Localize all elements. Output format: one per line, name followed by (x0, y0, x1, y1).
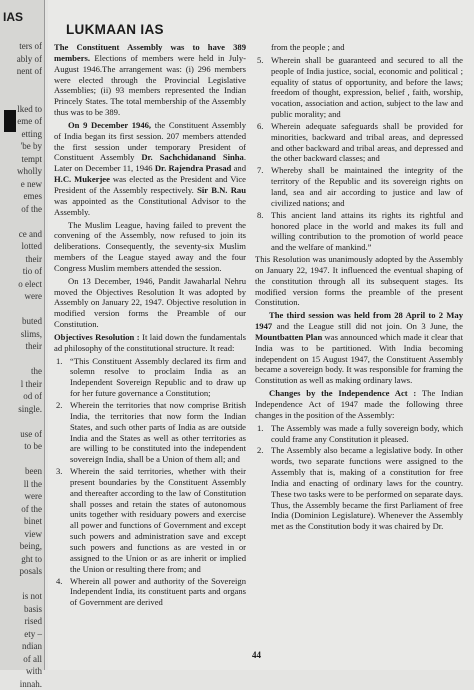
previous-page-line: etting (2, 128, 42, 141)
previous-page-strip (0, 0, 45, 670)
changes-lead: Changes by the Independence Act : (269, 388, 416, 398)
item-number: 4. (56, 576, 62, 587)
previous-page-line: ght to (2, 553, 42, 566)
first-session-text: the Constituent Assembly of India began its first session. 207 members attended the first session under temporary President of Constituent Assembly (54, 120, 246, 163)
item-text: Wherein adequate safeguards shall be provided for minorities, backward and tribal areas, and depressed and other backward and tribal areas, and depressed and the other backward classes; and (271, 121, 463, 164)
item-text: Wherein the said territories, whether with their present boundaries by the Constituent Assembly and thereafter according to the law of Constitution shall posses and retain the states of autonomous units together with residuary powers and exercise all power and functions of Government and except such powers and administration save and except such powers and functions as are vested in or assigned to the Union or as are inherit or implied the Union or resulting there from; and (70, 466, 246, 574)
paragraph-changes (255, 388, 463, 421)
name-rau: Sir B.N. Rau (197, 185, 246, 195)
previous-page-line: o elect (2, 278, 42, 291)
previous-page-line: of the (2, 203, 42, 216)
list-item (54, 400, 246, 465)
mountbatten-plan: Mountbatten Plan (255, 332, 322, 342)
first-session-text-2: . Later on December 11, 1946 (54, 152, 246, 173)
previous-page-line: nent of (2, 65, 42, 78)
previous-page-line: wholly (2, 165, 42, 178)
previous-page-title: IAS (3, 10, 23, 24)
previous-page-line: single. (2, 403, 42, 416)
item-number: 5. (257, 55, 263, 66)
item-text: Wherein all power and authority of the Sovereign Independent India, its constituent parts and organs of Government are derived (70, 576, 246, 608)
paragraph-objectives (54, 332, 246, 354)
previous-page-line (2, 90, 42, 103)
right-column (255, 42, 463, 533)
third-session-text: and the League still did not join. On 3 June, the (272, 321, 463, 331)
previous-page-line (2, 215, 42, 228)
item-number: 7. (257, 165, 263, 176)
list-item (255, 445, 463, 532)
previous-page-line (2, 303, 42, 316)
left-column (54, 42, 246, 609)
previous-page-line: ll the (2, 478, 42, 491)
item-text: Wherein shall be guaranteed and secured to all the people of India justice, social, economic and political ; equality of status of opportunity, and before the laws; freedom of thought, expression, belief , faith, worship, vocation, association and action, subject to the law and public morality; and (271, 55, 463, 119)
previous-page-line: is not (2, 590, 42, 603)
list-item (255, 423, 463, 445)
changes-list (255, 423, 463, 532)
name-prasad: Dr. Rajendra Prasad (155, 163, 232, 173)
previous-page-line: emes (2, 190, 42, 203)
previous-page-line: of the (2, 503, 42, 516)
previous-page-line: ably of (2, 53, 42, 66)
continuation-line: from the people ; and (255, 42, 463, 53)
list-item (54, 356, 246, 399)
objectives-list-right (255, 55, 463, 253)
previous-page-line: the (2, 365, 42, 378)
previous-page-line: e new (2, 178, 42, 191)
previous-page-line (2, 453, 42, 466)
brand-title: LUKMAAN IAS (66, 22, 164, 37)
item-number: 2. (56, 400, 62, 411)
item-text: The Assembly was made a fully sovereign body, which could frame any Constitution it pleased. (271, 423, 463, 444)
first-session-text-4: was elected as the President and Vice President of the Assembly respectively. (54, 174, 246, 195)
previous-page-line: been (2, 465, 42, 478)
list-item (255, 165, 463, 208)
item-text: This ancient land attains its rights its rightful and honored place in the world and makes its full and willing contribution to the promotion of world peace and the welfare of mankind.” (271, 210, 463, 253)
previous-page-line: ce and (2, 228, 42, 241)
list-item (54, 466, 246, 574)
objectives-list-left (54, 356, 246, 608)
previous-page-line: od of (2, 390, 42, 403)
changes-text: The Indian Independence Act of 1947 made the following three changes in the position of the Assembly: (255, 388, 463, 420)
item-number: 1. (56, 356, 62, 367)
name-mukerjee: H.C. Mukerjee (54, 174, 110, 184)
third-session-text-2: was announced which made it clear that India was to be partitioned. With India becoming independent on 15 August 1947, the Constituent Assembly became a sovereign body. It was responsible for framing the Constitution as well as making ordinary laws. (255, 332, 463, 385)
first-session-text-3: and (231, 163, 246, 173)
previous-page-line (2, 353, 42, 366)
list-item (255, 210, 463, 253)
paragraph-third-session (255, 310, 463, 386)
first-session-date: On 9 December 1946, (68, 120, 151, 130)
previous-page-line: their (2, 340, 42, 353)
previous-page-line: tio of (2, 265, 42, 278)
item-number: 8. (257, 210, 263, 221)
previous-page-line: use of (2, 428, 42, 441)
previous-page-line: were (2, 490, 42, 503)
previous-page-line (2, 78, 42, 91)
previous-page-line (2, 415, 42, 428)
previous-page-line: to be (2, 440, 42, 453)
previous-page-line: tempt (2, 153, 42, 166)
paragraph-membership (54, 42, 246, 118)
item-number: 6. (257, 121, 263, 132)
item-text: “This Constituent Assembly declared its firm and solemn resolve to proclaim India as an Independent Sovereign Republic and to draw up for her future governance a Constitution; (70, 356, 246, 399)
previous-page-line: binet (2, 515, 42, 528)
item-number: 2. (257, 445, 263, 456)
previous-page-line: innah. (2, 678, 42, 690)
previous-page-line: with (2, 665, 42, 678)
previous-page-line: eme of (2, 115, 42, 128)
previous-page-line: lotted (2, 240, 42, 253)
previous-page-line: buted (2, 315, 42, 328)
previous-page-line: of all (2, 653, 42, 666)
list-item (255, 121, 463, 164)
item-number: 1. (257, 423, 263, 434)
objectives-lead: Objectives Resolution : (54, 332, 140, 342)
previous-page-line: 'be by (2, 140, 42, 153)
paragraph-nehru: On 13 December, 1946, Pandit Jawaharlal Nehru moved the Objectives Resolution It was adopted by Assembly on January 22, 1947. Objective resolution in modified version forms the Preamble of our Constitution. (54, 276, 246, 330)
paragraph-first-session (54, 120, 246, 218)
paragraph-muslim-league: The Muslim League, having failed to prevent the convening of the Assembly, now refused to join its deliberations. Consequently, the seventy-six Muslim members of the League stayed away and the four Congress Muslim members attended the session. (54, 220, 246, 274)
previous-page-line: basis (2, 603, 42, 616)
previous-page-line: posals (2, 565, 42, 578)
membership-lead: The Constituent Assembly was to have 389 members. (54, 42, 246, 63)
previous-page-line: ndian (2, 640, 42, 653)
list-item (255, 55, 463, 120)
previous-page-line: were (2, 290, 42, 303)
objectives-text: It laid down the fundamentals ad philosophy of the constitutional structure. It read: (54, 332, 246, 353)
item-text: The Assembly also became a legislative body. In other words, two separate functions were assigned to the Assembly that is, making of a constitution for free India and enacting of ordinary laws for the country. These two tasks were to be performed on separate days. Thus, the Assembly became the first Parliament of free India (Dominion Legislature). Whenever the Assembly met as the Constitution body it was chaired by Dr. (271, 445, 463, 531)
previous-page-line: rised (2, 615, 42, 628)
third-session-lead: The third session was held from 28 April to 2 May 1947 (255, 310, 463, 331)
previous-page-line: their (2, 253, 42, 266)
paragraph-resolution-adopted: This Resolution was unanimously adopted by the Assembly on January 22, 1947. It influenced the eventual shaping of the constitution through all its subsequent stages. Its modified version forms the preamble of the present Constitution. (255, 254, 463, 308)
first-session-text-5: was appointed as the Constitutional Advisor to the Assembly. (54, 196, 246, 217)
previous-page-line: view (2, 528, 42, 541)
previous-page-line: l their (2, 378, 42, 391)
item-text: Wherein the territories that now comprise British India, the territories that now form the Indian States, and such other parts of India as are outside India and the States as well as other territories as are willing to be constituted into the independent sovereign India, shall be a Union of them all; and (70, 400, 246, 464)
item-text: Whereby shall be maintained the integrity of the territory of the Republic and its sovereign rights on land, sea and air according to justice and law of civilized nations; and (271, 165, 463, 208)
previous-page-lines (2, 40, 42, 690)
item-number: 3. (56, 466, 62, 477)
previous-page-line (2, 578, 42, 591)
list-item (54, 576, 246, 609)
previous-page-line: slims, (2, 328, 42, 341)
previous-page-line: lked to (2, 103, 42, 116)
page-number: 44 (252, 650, 261, 660)
previous-page-line: ters of (2, 40, 42, 53)
previous-page-line: being, (2, 540, 42, 553)
membership-text: Elections of members were held in July-August 1946.The arrangement was: (i) 296 members were elected through the Provincial Legislative Assemblies; (ii) 93 members represented the Indian Princely States. The total membership of the Assembly thus was to be 389. (54, 53, 246, 117)
previous-page-line: ety – (2, 628, 42, 641)
name-sinha: Dr. Sachchidanand Sinha (141, 152, 244, 162)
